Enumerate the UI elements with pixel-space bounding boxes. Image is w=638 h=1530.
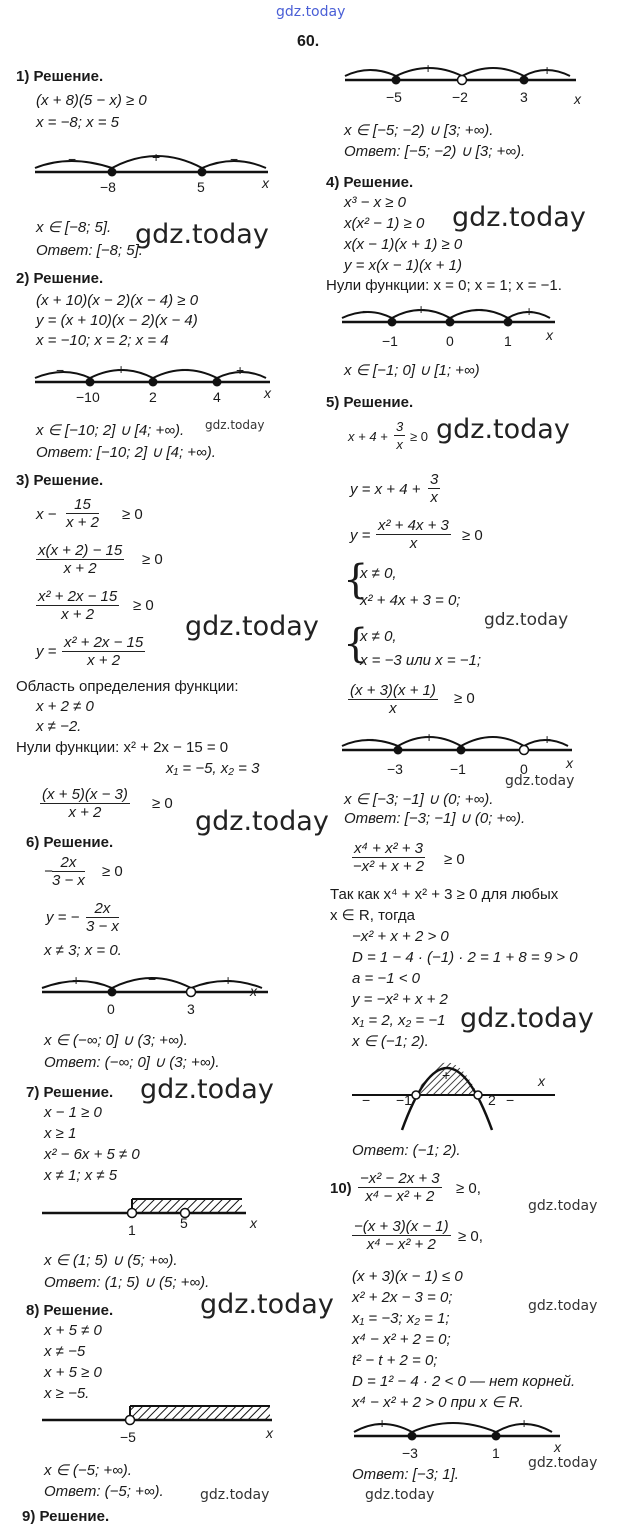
s2-title: 2) Решение. bbox=[16, 270, 104, 287]
s4-line: y = x(x − 1)(x + 1) bbox=[344, 257, 462, 274]
s10-answer: Ответ: [−3; 1]. bbox=[352, 1466, 459, 1483]
s9-sign: + bbox=[442, 1067, 451, 1083]
s5-line: x ≠ 0, bbox=[360, 628, 397, 645]
s8-number-line bbox=[40, 1398, 280, 1458]
s3-point bbox=[392, 76, 401, 85]
s3-fraction bbox=[40, 786, 130, 821]
s7-point bbox=[128, 1209, 137, 1218]
s6-f1-post: ≥ 0 bbox=[102, 863, 123, 880]
s5-f3-pre: y = bbox=[350, 527, 371, 544]
s3-f1-den: x + 2 bbox=[66, 514, 99, 531]
s5-f1-pre: x + 4 + bbox=[348, 429, 388, 444]
s5-line: x = −3 или x = −1; bbox=[360, 652, 482, 669]
s7-axis-var: x bbox=[250, 1215, 257, 1231]
s8-axis-var: x bbox=[266, 1425, 273, 1441]
s6-f2-num: 2x bbox=[86, 900, 119, 918]
s2-point bbox=[149, 378, 158, 387]
s2-point-label: 2 bbox=[149, 389, 157, 405]
s4-sign: + bbox=[417, 301, 426, 317]
s4-axis-var: x bbox=[546, 327, 553, 343]
watermark: gdz.today bbox=[185, 611, 319, 642]
s10-point bbox=[408, 1432, 417, 1441]
s9-line: y = −x² + x + 2 bbox=[352, 991, 448, 1008]
s5-f3-post: ≥ 0 bbox=[462, 527, 483, 544]
s9-sign: − bbox=[506, 1092, 515, 1108]
s9-parabola-graph bbox=[350, 1050, 570, 1140]
s9-axis-var: x bbox=[538, 1073, 545, 1089]
s6-point-label: 3 bbox=[187, 1001, 195, 1017]
s2-answer: Ответ: [−10; 2] ∪ [4; +∞). bbox=[36, 444, 216, 461]
s3-point bbox=[520, 76, 529, 85]
s2-sign: − bbox=[56, 362, 65, 378]
s10-f2-num: −(x + 3)(x − 1) bbox=[354, 1218, 449, 1235]
s6-line: x ≠ 3; x = 0. bbox=[44, 942, 122, 959]
s5-point bbox=[394, 746, 403, 755]
s1-number-line bbox=[30, 140, 280, 200]
s4-point bbox=[388, 318, 397, 327]
s3-sign: − bbox=[364, 62, 373, 78]
watermark: gdz.today bbox=[436, 414, 570, 445]
s4-point-label: 1 bbox=[504, 333, 512, 349]
watermark: gdz.today bbox=[460, 1003, 594, 1034]
s5-point-label: −3 bbox=[387, 761, 403, 777]
header-site-link[interactable]: gdz.today bbox=[276, 4, 346, 20]
s4-point bbox=[504, 318, 513, 327]
s4-point bbox=[446, 318, 455, 327]
s3-f2-post: ≥ 0 bbox=[142, 551, 163, 568]
s8-line: x ≥ −5. bbox=[44, 1385, 90, 1402]
s7-answer: Ответ: (1; 5) ∪ (5; +∞). bbox=[44, 1274, 210, 1291]
s10-line: t² − t + 2 = 0; bbox=[352, 1352, 438, 1369]
watermark: gdz.today bbox=[135, 219, 269, 250]
s2-point-label: 4 bbox=[213, 389, 221, 405]
s6-f1-pre: − bbox=[44, 863, 53, 880]
s3-sign: + bbox=[424, 60, 433, 76]
s5-f2-pre: y = x + 4 + bbox=[350, 481, 421, 498]
s9-line: −x² + x + 2 > 0 bbox=[352, 928, 449, 945]
watermark: gdz.today bbox=[195, 806, 329, 837]
s3-line: x ≠ −2. bbox=[36, 718, 82, 735]
s5-system-brace: { bbox=[343, 621, 369, 667]
s6-sign: + bbox=[72, 972, 81, 988]
s6-axis-var: x bbox=[250, 983, 257, 999]
s4-range: x ∈ [−1; 0] ∪ [1; +∞) bbox=[344, 362, 480, 379]
s5-point bbox=[520, 746, 529, 755]
s3-f3-num: x² + 2x − 15 bbox=[38, 588, 118, 605]
watermark: gdz.today bbox=[140, 1074, 274, 1105]
s9-line: x₁ = 2, x₂ = −1 bbox=[352, 1012, 446, 1029]
watermark: gdz.today bbox=[205, 418, 265, 432]
s10-f1-post: ≥ 0, bbox=[456, 1180, 481, 1197]
s9-f1-post: ≥ 0 bbox=[444, 851, 465, 868]
s10-sign: + bbox=[520, 1415, 529, 1431]
s7-point-label: 5 bbox=[180, 1215, 188, 1231]
s4-number-line bbox=[340, 294, 580, 354]
s1-answer: Ответ: [−8; 5]. bbox=[36, 242, 143, 259]
s9-line: a = −1 < 0 bbox=[352, 970, 420, 987]
s5-f3-den: x bbox=[409, 535, 418, 552]
s3-point-label: −5 bbox=[386, 89, 402, 105]
s9-fraction bbox=[352, 840, 425, 875]
s8-range: x ∈ (−5; +∞). bbox=[44, 1462, 132, 1479]
s4-point-label: −1 bbox=[382, 333, 398, 349]
s3-f4-pre: y = bbox=[36, 643, 57, 660]
s7-line: x ≥ 1 bbox=[44, 1125, 77, 1142]
s7-line: x − 1 ≥ 0 bbox=[44, 1104, 102, 1121]
s6-fraction bbox=[86, 900, 119, 935]
s5-title: 5) Решение. bbox=[326, 394, 414, 411]
s7-range: x ∈ (1; 5) ∪ (5; +∞). bbox=[44, 1252, 178, 1269]
s3-roots: x₁ = −5, x₂ = 3 bbox=[166, 760, 260, 777]
s1-point-label: 5 bbox=[197, 179, 205, 195]
s2-point-label: −10 bbox=[76, 389, 100, 405]
s9-f1-num: x⁴ + x² + 3 bbox=[354, 840, 424, 857]
s5-sign: + bbox=[425, 729, 434, 745]
s4-sign: + bbox=[525, 303, 534, 319]
s5-f4-den: x bbox=[389, 700, 397, 717]
s10-title: 10) bbox=[330, 1180, 352, 1197]
s6-number-line bbox=[40, 960, 280, 1020]
s5-point bbox=[457, 746, 466, 755]
s8-line: x + 5 ≥ 0 bbox=[44, 1364, 102, 1381]
s5-f2-num: 3 bbox=[430, 471, 439, 488]
s5-fraction bbox=[394, 418, 405, 453]
s3-f3-post: ≥ 0 bbox=[133, 597, 154, 614]
s3-zeros: Нули функции: x² + 2x − 15 = 0 bbox=[16, 739, 229, 756]
s1-sign: + bbox=[152, 149, 161, 165]
s7-title: 7) Решение. bbox=[26, 1084, 114, 1101]
s1-title: 1) Решение. bbox=[16, 68, 104, 85]
s2-point bbox=[213, 378, 222, 387]
s8-point bbox=[126, 1416, 135, 1425]
s9-text: Так как x⁴ + x² + 3 ≥ 0 для любых bbox=[330, 886, 559, 903]
s1-axis-var: x bbox=[262, 175, 269, 191]
s3-title: 3) Решение. bbox=[16, 472, 104, 489]
s3-f3-den: x + 2 bbox=[61, 606, 95, 623]
s5-line: x² + 4x + 3 = 0; bbox=[360, 592, 461, 609]
s5-sign: − bbox=[488, 729, 497, 745]
s10-line: (x + 3)(x − 1) ≤ 0 bbox=[352, 1268, 463, 1285]
s9-point-label: 2 bbox=[488, 1092, 496, 1108]
watermark: gdz.today bbox=[484, 610, 569, 630]
s3-axis-var: x bbox=[574, 91, 581, 107]
s1-sign: − bbox=[230, 151, 239, 167]
s3-f5-den: x + 2 bbox=[68, 804, 102, 821]
s6-f2-pre: y = − bbox=[46, 909, 80, 926]
s10-number-line bbox=[352, 1408, 572, 1468]
s10-sign: + bbox=[378, 1415, 387, 1431]
s10-f1-den: x⁴ − x² + 2 bbox=[365, 1188, 435, 1205]
s3-fraction bbox=[36, 542, 124, 577]
s5-f2-den: x bbox=[430, 489, 438, 506]
s9-title: 9) Решение. bbox=[22, 1508, 110, 1525]
s5-f1-num: 3 bbox=[396, 419, 404, 434]
s5-f4-num: (x + 3)(x + 1) bbox=[350, 682, 436, 699]
s5-fraction bbox=[348, 682, 438, 717]
watermark: gdz.today bbox=[365, 1487, 435, 1503]
problem-number: 60. bbox=[297, 33, 320, 50]
watermark: gdz.today bbox=[505, 773, 575, 789]
s6-f2-den: 3 − x bbox=[86, 918, 119, 935]
s3-point-label: 3 bbox=[520, 89, 528, 105]
s3-f5-num: (x + 5)(x − 3) bbox=[42, 786, 128, 803]
s4-zeros: Нули функции: x = 0; x = 1; x = −1. bbox=[326, 277, 562, 294]
s3-domain-title: Область определения функции: bbox=[16, 678, 239, 695]
s3-point-label: −2 bbox=[452, 89, 468, 105]
s5-f4-post: ≥ 0 bbox=[454, 690, 475, 707]
s5-point-label: −1 bbox=[450, 761, 466, 777]
s6-answer: Ответ: (−∞; 0] ∪ (3; +∞). bbox=[44, 1054, 220, 1071]
s10-point-label: 1 bbox=[492, 1445, 500, 1461]
s3-f5-post: ≥ 0 bbox=[152, 795, 173, 812]
s3-fraction bbox=[36, 588, 119, 623]
s5-f3-num: x² + 4x + 3 bbox=[378, 517, 449, 534]
s9-range: x ∈ (−1; 2). bbox=[352, 1033, 429, 1050]
watermark: gdz.today bbox=[528, 1198, 598, 1214]
s3-number-line bbox=[340, 60, 590, 110]
s5-sign: − bbox=[366, 731, 375, 747]
s3-f2-num: x(x + 2) − 15 bbox=[38, 542, 123, 559]
watermark: gdz.today bbox=[200, 1289, 334, 1320]
s6-f1-den: 3 − x bbox=[52, 872, 85, 889]
s9-point-label: −1 bbox=[396, 1092, 412, 1108]
s7-point-label: 1 bbox=[128, 1222, 136, 1238]
s10-line: x⁴ − x² + 2 = 0; bbox=[352, 1331, 451, 1348]
s3-line: x + 2 ≠ 0 bbox=[36, 698, 94, 715]
s10-sign: − bbox=[450, 1415, 459, 1431]
s6-f1-num: 2x bbox=[52, 854, 85, 872]
s3-f1-post: ≥ 0 bbox=[122, 506, 143, 523]
s8-point-label: −5 bbox=[120, 1429, 136, 1445]
s6-range: x ∈ (−∞; 0] ∪ (3; +∞). bbox=[44, 1032, 188, 1049]
s8-title: 8) Решение. bbox=[26, 1302, 114, 1319]
s4-point-label: 0 bbox=[446, 333, 454, 349]
s10-line: x₁ = −3; x₂ = 1; bbox=[352, 1310, 450, 1327]
s4-line: x³ − x ≥ 0 bbox=[344, 194, 406, 211]
watermark: gdz.today bbox=[528, 1455, 598, 1471]
s4-sign: − bbox=[475, 301, 484, 317]
s9-sign: − bbox=[362, 1092, 371, 1108]
s5-f1-den: x bbox=[396, 437, 403, 452]
s3-f4-num: x² + 2x − 15 bbox=[64, 634, 144, 651]
s6-point bbox=[108, 988, 117, 997]
s3-fraction bbox=[62, 634, 145, 669]
s2-line: y = (x + 10)(x − 2)(x − 4) bbox=[36, 312, 198, 329]
s1-line: (x + 8)(5 − x) ≥ 0 bbox=[36, 92, 147, 109]
s9-line: D = 1 − 4 · (−1) · 2 = 1 + 8 = 9 > 0 bbox=[352, 949, 578, 966]
s6-point-label: 0 bbox=[107, 1001, 115, 1017]
s8-line: x ≠ −5 bbox=[44, 1343, 86, 1360]
s4-line: x(x² − 1) ≥ 0 bbox=[344, 215, 425, 232]
s7-line: x² − 6x + 5 ≠ 0 bbox=[44, 1146, 140, 1163]
s9-text: x ∈ R, тогда bbox=[330, 907, 416, 924]
s10-line: x² + 2x − 3 = 0; bbox=[352, 1289, 453, 1306]
s10-point-label: −3 bbox=[402, 1445, 418, 1461]
watermark: gdz.today bbox=[528, 1298, 598, 1314]
s3-answer: Ответ: [−5; −2) ∪ [3; +∞). bbox=[344, 143, 526, 160]
s4-line: x(x − 1)(x + 1) ≥ 0 bbox=[344, 236, 463, 253]
s1-point-label: −8 bbox=[100, 179, 116, 195]
s5-fraction bbox=[376, 517, 451, 552]
s2-sign: − bbox=[181, 361, 190, 377]
s5-sign: + bbox=[543, 731, 552, 747]
s10-fraction bbox=[358, 1170, 442, 1205]
s2-sign: + bbox=[117, 361, 126, 377]
s1-point bbox=[198, 168, 207, 177]
s1-sign: − bbox=[68, 151, 77, 167]
s1-point bbox=[108, 168, 117, 177]
s4-title: 4) Решение. bbox=[326, 174, 414, 191]
s6-fraction bbox=[52, 854, 85, 889]
s9-point bbox=[412, 1091, 420, 1099]
s7-number-line bbox=[40, 1186, 280, 1246]
s3-f1-num: 15 bbox=[66, 496, 99, 514]
s3-range: x ∈ [−5; −2) ∪ [3; +∞). bbox=[344, 122, 494, 139]
watermark: gdz.today bbox=[200, 1487, 270, 1503]
s5-answer: Ответ: [−3; −1] ∪ (0; +∞). bbox=[344, 810, 526, 827]
s2-line: x = −10; x = 2; x = 4 bbox=[36, 332, 169, 349]
s6-title: 6) Решение. bbox=[26, 834, 114, 851]
s3-point bbox=[458, 76, 467, 85]
s4-sign: − bbox=[362, 303, 371, 319]
s5-line: x ≠ 0, bbox=[360, 565, 397, 582]
s5-number-line bbox=[340, 722, 580, 782]
s2-line: (x + 10)(x − 2)(x − 4) ≥ 0 bbox=[36, 292, 199, 309]
s1-line: x = −8; x = 5 bbox=[36, 114, 119, 131]
s2-range: x ∈ [−10; 2] ∪ [4; +∞). bbox=[36, 422, 185, 439]
s10-fraction bbox=[352, 1218, 451, 1253]
s10-f1-num: −x² − 2x + 3 bbox=[360, 1170, 440, 1187]
s9-f1-den: −x² + x + 2 bbox=[352, 858, 425, 875]
s9-point bbox=[474, 1091, 482, 1099]
s10-line: D = 1² − 4 · 2 < 0 — нет корней. bbox=[352, 1373, 576, 1390]
s3-sign: + bbox=[543, 62, 552, 78]
s5-point-label: 0 bbox=[520, 761, 528, 777]
s9-answer: Ответ: (−1; 2). bbox=[352, 1142, 461, 1159]
s2-axis-var: x bbox=[264, 385, 271, 401]
s2-point bbox=[86, 378, 95, 387]
s6-sign: + bbox=[224, 972, 233, 988]
s6-sign: − bbox=[148, 971, 157, 987]
s5-fraction bbox=[428, 471, 440, 506]
s3-f2-den: x + 2 bbox=[63, 560, 97, 577]
s6-point bbox=[187, 988, 196, 997]
s5-range: x ∈ [−3; −1] ∪ (0; +∞). bbox=[344, 791, 494, 808]
s3-f1-pre: x − bbox=[36, 506, 57, 523]
s10-f2-den: x⁴ − x² + 2 bbox=[366, 1236, 436, 1253]
s5-f1-post: ≥ 0 bbox=[410, 429, 428, 444]
s3-sign: − bbox=[488, 60, 497, 76]
watermark: gdz.today bbox=[452, 202, 586, 233]
s2-sign: + bbox=[236, 362, 245, 378]
s8-line: x + 5 ≠ 0 bbox=[44, 1322, 102, 1339]
s5-axis-var: x bbox=[566, 755, 573, 771]
s7-line: x ≠ 1; x ≠ 5 bbox=[44, 1167, 118, 1184]
s8-answer: Ответ: (−5; +∞). bbox=[44, 1483, 164, 1500]
s10-f2-post: ≥ 0, bbox=[458, 1228, 483, 1245]
s3-f4-den: x + 2 bbox=[87, 652, 121, 669]
s1-range: x ∈ [−8; 5]. bbox=[36, 219, 112, 236]
s10-line: x⁴ − x² + 2 > 0 при x ∈ R. bbox=[352, 1394, 524, 1411]
s3-fraction bbox=[66, 496, 99, 531]
s10-axis-var: x bbox=[554, 1439, 561, 1455]
s5-system-brace: { bbox=[343, 557, 369, 603]
s2-number-line bbox=[30, 350, 280, 410]
s10-point bbox=[492, 1432, 501, 1441]
